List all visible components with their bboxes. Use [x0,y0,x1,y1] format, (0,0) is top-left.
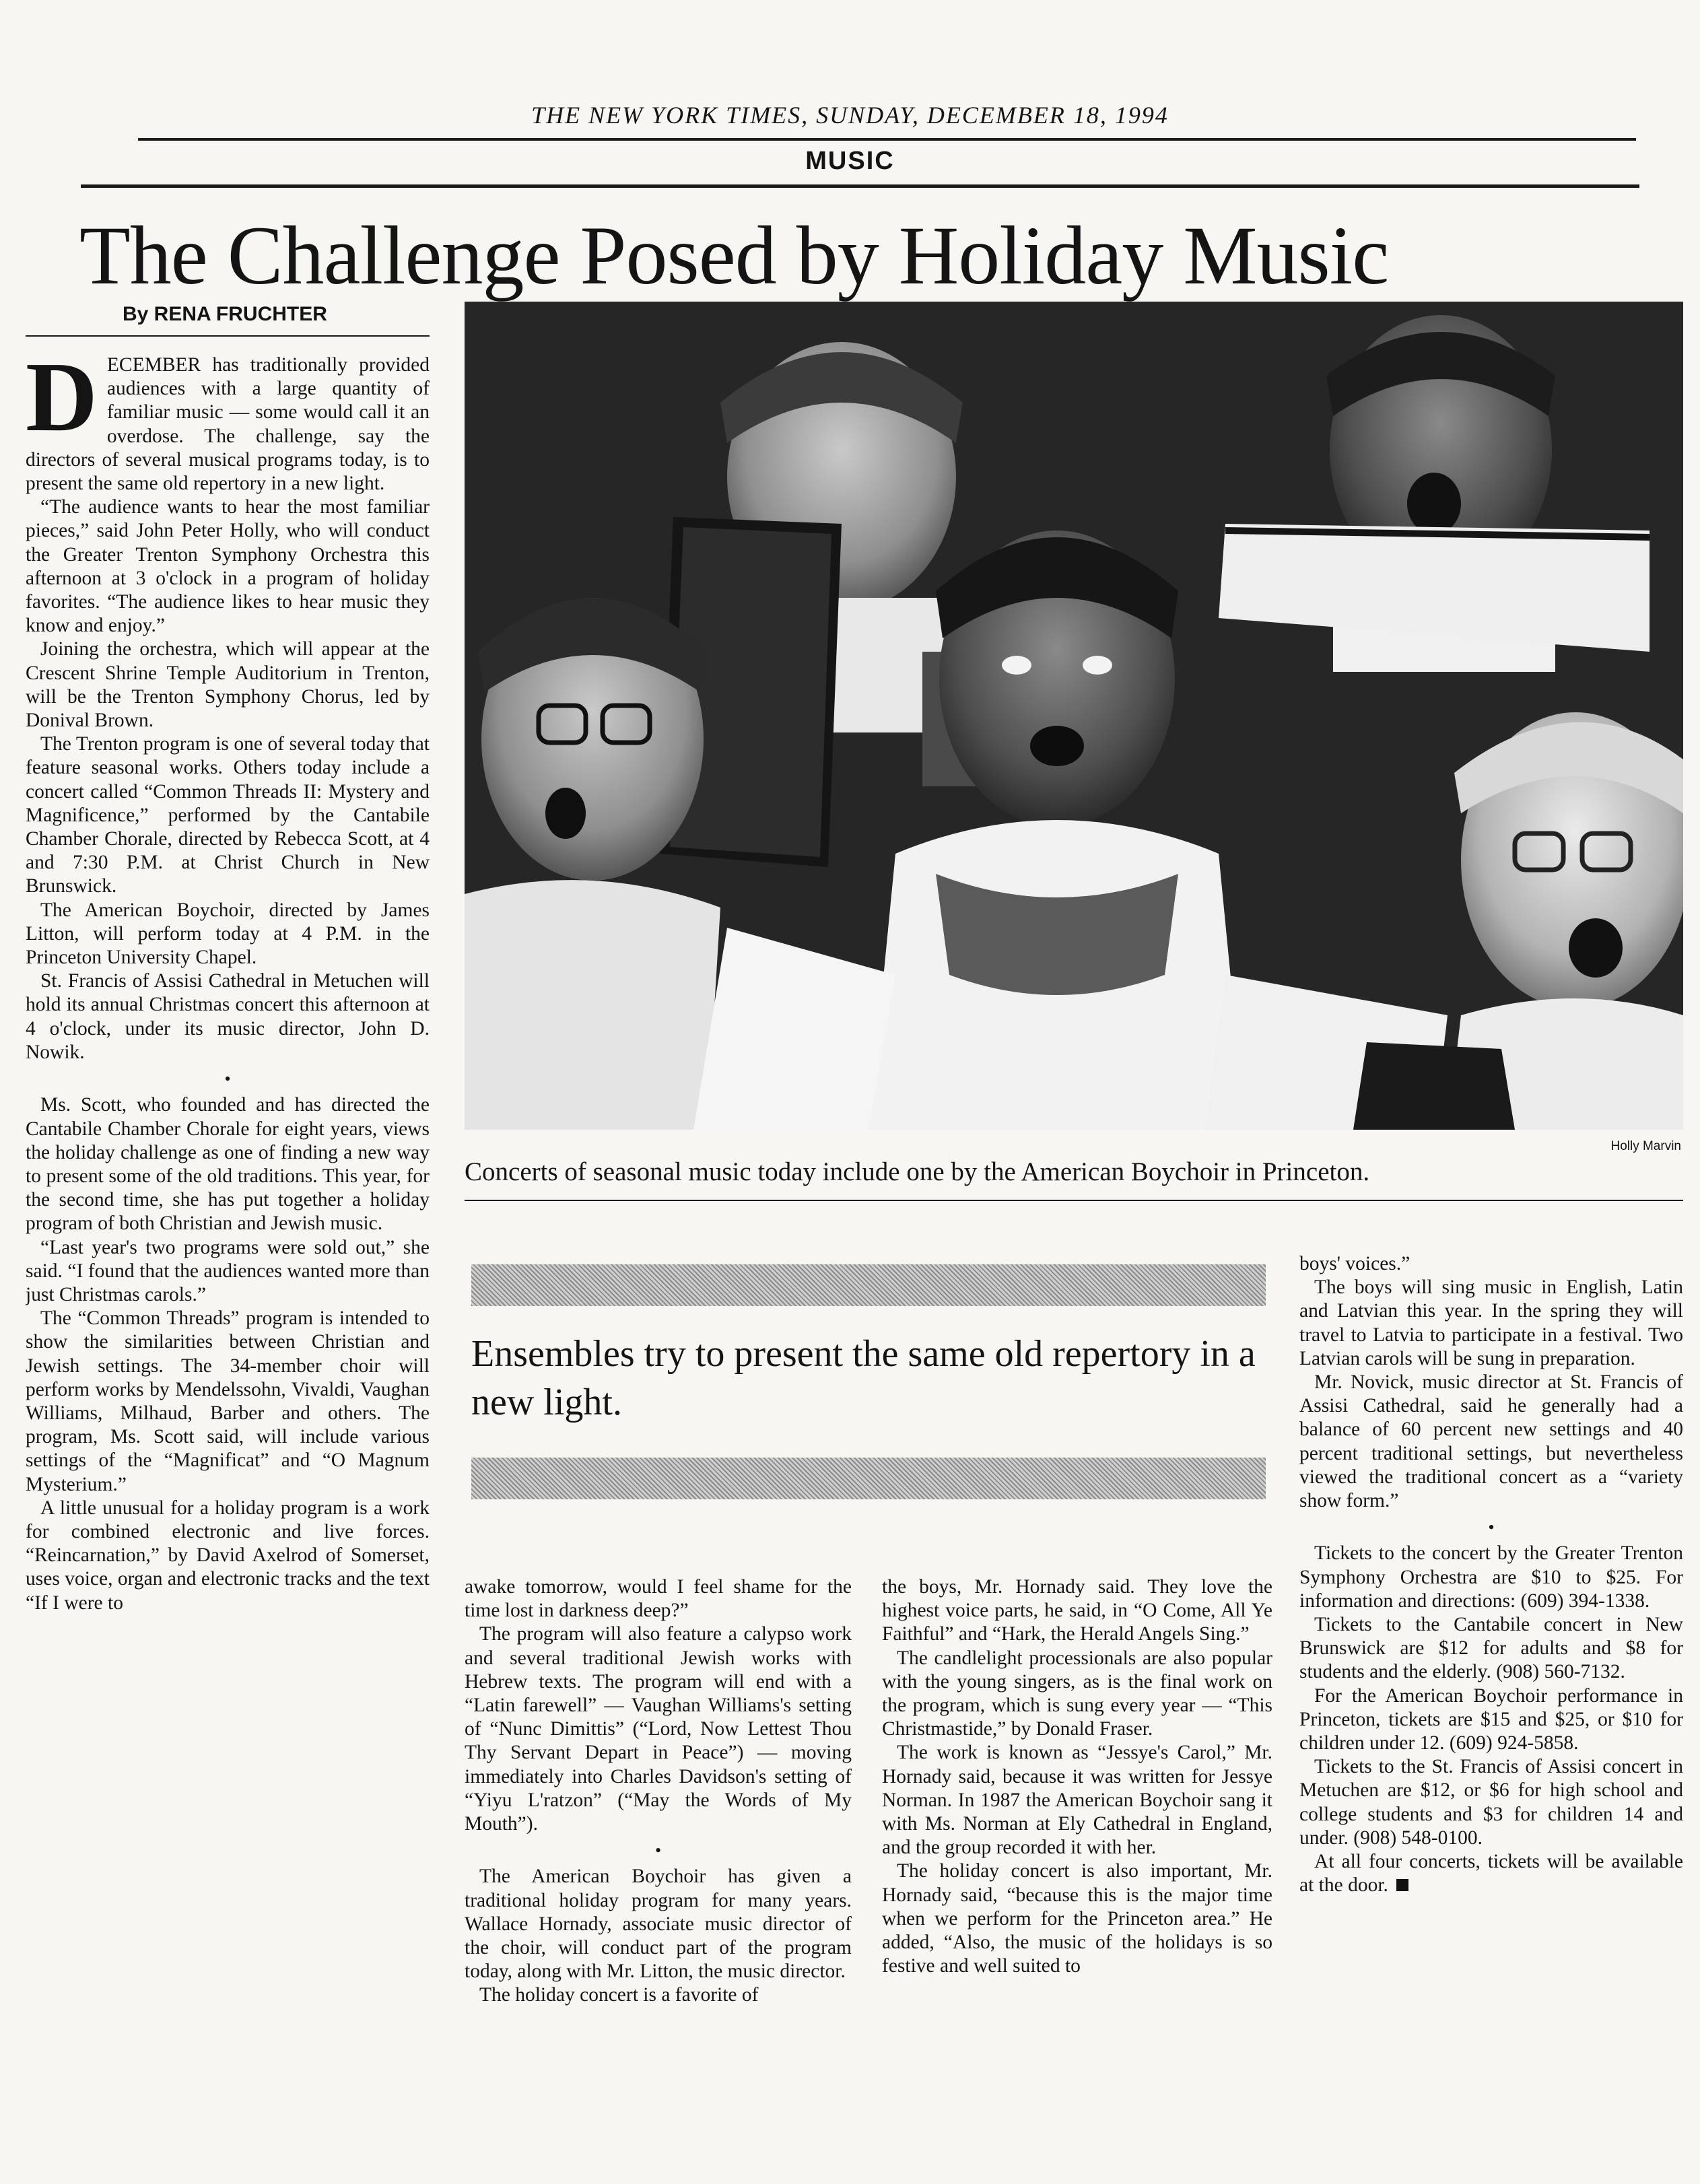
paragraph: The American Boychoir has given a traditional holiday program for many years. Wallace Hornady, associate music director of the choir, will conduct part of the program today, along with Mr. Litton, the music director. [465,1866,852,1983]
pull-quote-top-bar [471,1264,1266,1306]
paragraph: Tickets to the concert by the Greater Trenton Symphony Orchestra are $10 to $25. For information and directions: (609) 394-1338. [1299,1542,1683,1612]
paragraph: boys' voices.” [1299,1253,1410,1274]
section-bullet: • [1488,1517,1495,1538]
paragraph: The Trenton program is one of several today that feature seasonal works. Others today include a concert called “Common Threads II: Mystery and Magnificence,” performed by the Cantabile Chamber Chorale, directed by Rebecca Scott, at 4 and 7:30 P.M. at Christ Church in New Brunswick. [26,733,430,897]
caption-rule [465,1200,1683,1201]
paragraph: Tickets to the Cantabile concert in New Brunswick are $12 for adults and $8 for students and the elderly. (908) 560-7132. [1299,1614,1683,1683]
paragraph: The candlelight processionals are also popular with the young singers, as is the final work on the program, which is sung every year — “This Christmastide,” by Donald Fraser. [882,1647,1272,1740]
choir-photo [465,302,1683,1130]
paragraph: At all four concerts, tickets will be available at the door. [1299,1851,1683,1897]
lead-paragraph: DECEMBER has traditionally provided audiences with a large quantity of familiar music — some would call it an overdose. The challenge, say the directors of several musical programs today, is to present the same old repertory in a new light. [26,353,430,495]
article-column-1 [26,353,430,2144]
article-column-4 [1299,1252,1683,1897]
paragraph: awake tomorrow, would I feel shame for the time lost in darkness deep?” [465,1576,852,1622]
pull-quote-bottom-bar [471,1458,1266,1499]
paragraph: The holiday concert is a favorite of [479,1984,759,2006]
drop-cap: D [26,353,98,452]
paragraph: The work is known as “Jessye's Carol,” Mr. Hornady said, because it was written for Jessye Norman. In 1987 the American Boychoir sang it with Ms. Norman at Ely Cathedral in England, and the group recorded it with her. [882,1742,1272,1859]
photo-credit: Holly Marvin [1610,1139,1681,1153]
paragraph: The program will also feature a calypso work and several traditional Jewish works with Hebrew texts. The program will end with a “Latin farewell” — Vaughan Williams's setting of “Nunc Dimittis” (“Lord, Now Lettest Thou Thy Servant Depart in Peace”) — moving immediately into Charles Davidson's setting of “Yiyu L'ratzon” (“May the Words of My Mouth”). [465,1623,852,1835]
article-column-2 [465,1575,852,2008]
headline: The Challenge Posed by Holiday Music [79,209,1389,302]
pull-quote: Ensembles try to present the same old repertory in a new light. [471,1333,1256,1423]
paragraph: the boys, Mr. Hornady said. They love the highest voice parts, he said, in “O Come, All Ye Faithful” and “Hark, the Herald Angels Sing.” [882,1576,1272,1645]
paragraph: “The audience wants to hear the most familiar pieces,” said John Peter Holly, who will conduct the Greater Trenton Symphony Orchestra this afternoon at 3 o'clock in a program of holiday favorites. “The audience likes to hear music they know and enjoy.” [26,496,430,637]
paragraph: Ms. Scott, who founded and has directed the Cantabile Chamber Chorale for eight years, views the holiday challenge as one of finding a new way to present some of the old traditions. This year, for the second time, she has put together a holiday program of both Christian and Jewish music. [26,1094,430,1235]
paragraph: Mr. Novick, music director at St. Francis of Assisi Cathedral, said he generally had a balance of 60 percent new settings and 40 percent traditional settings, but nevertheless viewed the traditional concert as a “variety show form.” [1299,1371,1683,1512]
paragraph: For the American Boychoir performance in Princeton, tickets are $15 and $25, or $10 for children under 12. (609) 924-5858. [1299,1684,1683,1754]
top-rule [138,138,1636,141]
paragraph: “Last year's two programs were sold out,” she said. “I found that the audiences wanted more than just Christmas carols.” [26,1236,430,1305]
choir-photo-illustration [465,302,1683,1130]
paragraph: A little unusual for a holiday program is a work for combined electronic and live forces. “Reincarnation,” by David Axelrod of Somerset, uses voice, organ and electronic tracks and the text “If I were to [26,1497,430,1614]
paragraph: Tickets to the St. Francis of Assisi concert in Metuchen are $12, or $6 for high school and college students and $3 for children 14 and under. (908) 548-0100. [1299,1756,1683,1849]
paragraph: The American Boychoir, directed by James Litton, will perform today at 4 P.M. in the Princeton University Chapel. [26,899,430,969]
paragraph: The holiday concert is also important, Mr. Hornady said, “because this is the major time when we perform for the Princeton area.” He added, “Also, the music of the holidays is so festive and well suited to [882,1860,1272,1977]
byline: By RENA FRUCHTER [123,303,327,325]
byline-rule [26,335,430,337]
article-column-3 [882,1575,1272,1978]
photo-caption: Concerts of seasonal music today include one by the American Boychoir in Princeton. [465,1157,1370,1186]
section-bullet: • [654,1841,662,1861]
paragraph: St. Francis of Assisi Cathedral in Metuchen will hold its annual Christmas concert this afternoon at 4 o'clock, under its music director, John D. Nowik. [26,970,430,1063]
section-bullet: • [224,1069,231,1089]
paragraph: The boys will sing music in English, Latin and Latvian this year. In the spring they will travel to Latvia to participate in a festival. Two Latvian carols will be sung in preparation. [1299,1276,1683,1369]
section-label: MUSIC [805,147,895,175]
paragraph: Joining the orchestra, which will appear at the Crescent Shrine Temple Auditorium in Trenton, will be the Trenton Symphony Chorus, led by Donival Brown. [26,638,430,732]
paragraph: The “Common Threads” program is intended to show the similarities between Christian and Jewish settings. The 34-member choir will perform works by Mendelssohn, Vivaldi, Vaughan Williams, Milhaud, Barber and others. The program, Ms. Scott said, will include various settings of the “Magnificat” and “O Magnum Mysterium.” [26,1307,430,1495]
masthead: THE NEW YORK TIMES, SUNDAY, DECEMBER 18, 1994 [531,102,1169,129]
end-of-article-mark [1396,1879,1408,1891]
section-rule [81,184,1639,188]
